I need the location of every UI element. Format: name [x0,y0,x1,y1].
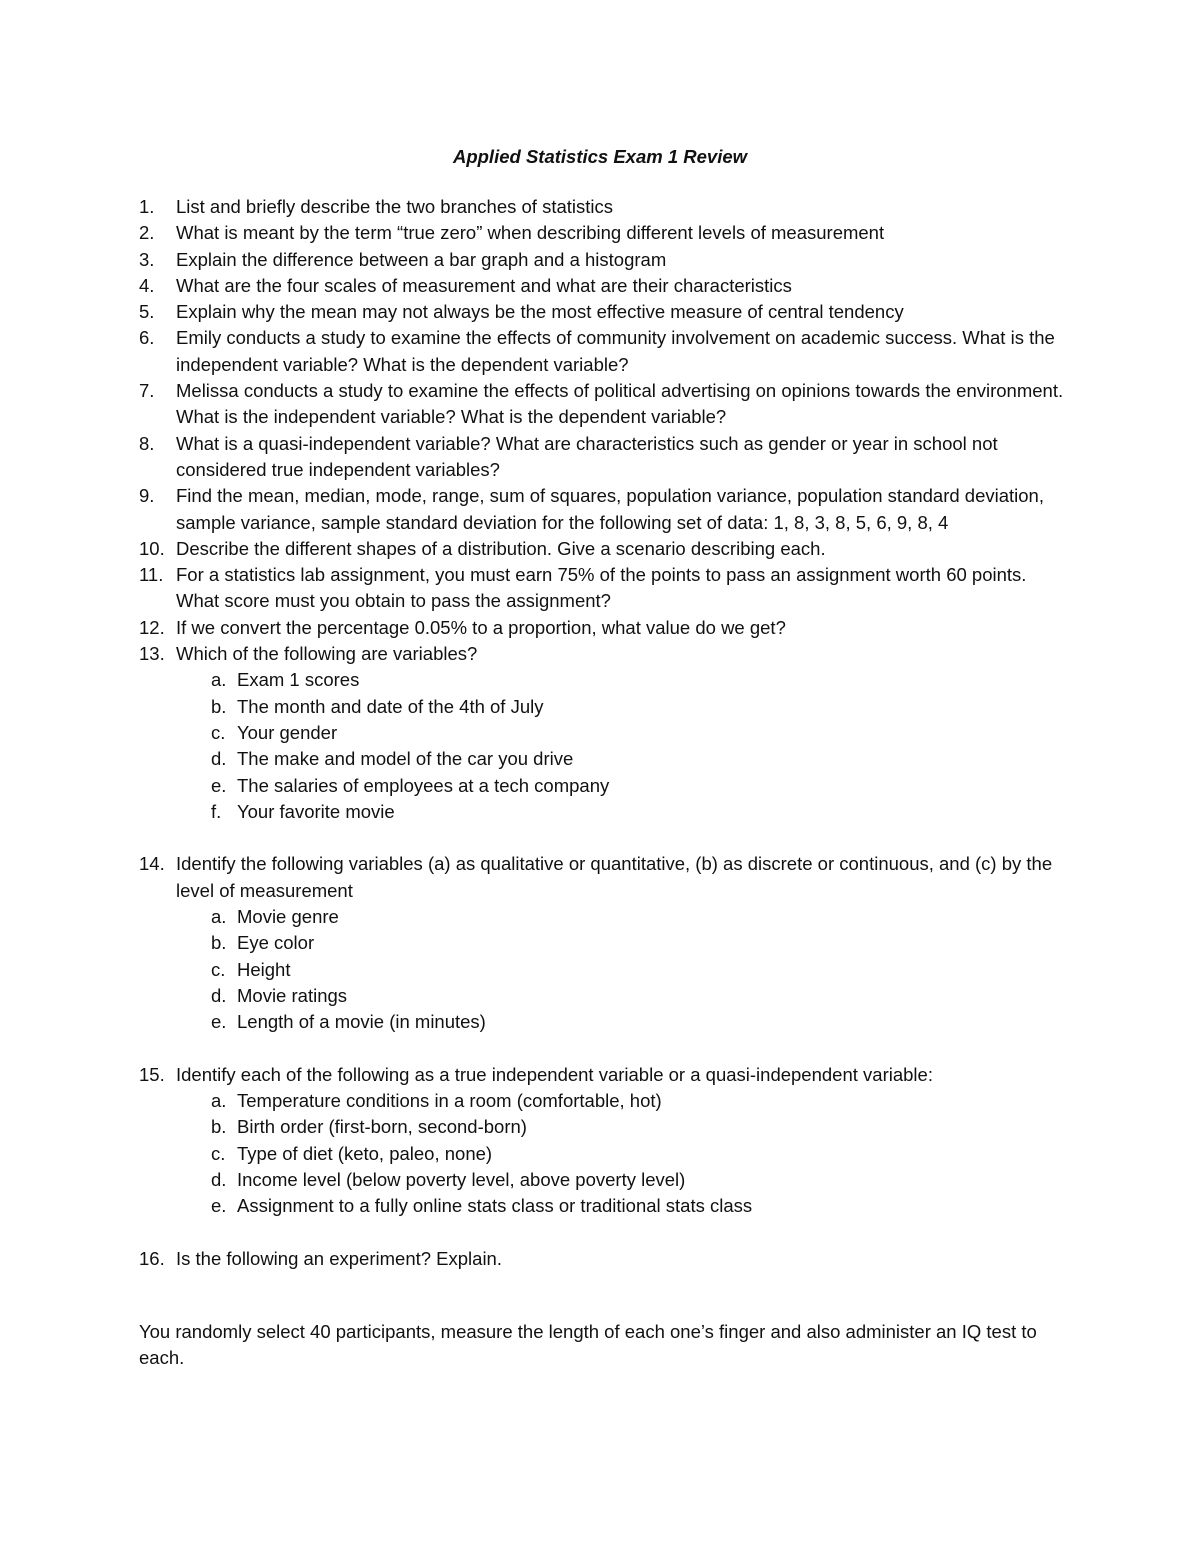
question-text: Melissa conducts a study to examine the effects of political advertising on opinions towards the environment. What is the independent variable? What is the dependent variable? [176,380,1064,428]
question-text: Explain the difference between a bar graph and a histogram [176,248,667,270]
question-list [139,194,1069,1272]
list-item [211,1167,1069,1193]
question-9 [139,483,1069,536]
item-letter: b. [211,932,227,954]
item-text: Type of diet (keto, paleo, none) [237,1142,493,1164]
question-text: Emily conducts a study to examine the effects of community involvement on academic success. What is the independent variable? What is the dependent variable? [176,327,1055,375]
question-15-items [211,1088,1069,1219]
item-letter: f. [211,800,222,822]
item-letter: e. [211,1195,227,1217]
list-item [211,1088,1069,1114]
question-15 [139,1062,1069,1088]
item-letter: a. [211,669,227,691]
question-8 [139,431,1069,484]
item-text: The salaries of employees at a tech company [237,774,610,796]
item-text: Your gender [237,721,338,743]
question-text: Describe the different shapes of a distribution. Give a scenario describing each. [176,537,826,559]
list-item [211,1009,1069,1035]
question-14-items [211,904,1069,1035]
item-text: Eye color [237,932,315,954]
blank-line [139,1220,1069,1246]
question-text: Which of the following are variables? [176,643,478,665]
question-text: If we convert the percentage 0.05% to a proportion, what value do we get? [176,616,786,638]
question-text: What are the four scales of measurement and what are their characteristics [176,274,792,296]
question-text: Identify the following variables (a) as qualitative or quantitative, (b) as discrete or continuous, and (c) by the level of measurement [176,853,1053,901]
question-text: List and briefly describe the two branches of statistics [176,196,614,217]
list-item [211,1114,1069,1140]
question-5 [139,299,1069,325]
question-14 [139,851,1069,904]
question-number: 6. [139,327,155,349]
question-number: 13. [139,643,165,665]
question-3 [139,247,1069,273]
item-letter: a. [211,906,227,928]
item-letter: c. [211,958,226,980]
item-letter: b. [211,1116,227,1138]
question-text: For a statistics lab assignment, you must earn 75% of the points to pass an assignment worth 60 points. What score must you obtain to pass the assignment? [176,564,1027,612]
item-text: Your favorite movie [237,800,395,822]
question-number: 3. [139,248,155,270]
item-letter: c. [211,1142,226,1164]
closing-paragraph: You randomly select 40 participants, measure the length of each one’s finger and also administer an IQ test to each. [139,1321,1037,1369]
list-item [211,720,1069,746]
question-text: What is meant by the term “true zero” when describing different levels of measurement [176,222,885,244]
list-item [211,667,1069,693]
question-1 [139,194,1069,220]
question-number: 14. [139,853,165,875]
question-2 [139,220,1069,246]
list-item [211,1193,1069,1219]
list-item [211,773,1069,799]
item-text: Movie genre [237,906,339,928]
item-letter: d. [211,748,227,770]
item-text: Income level (below poverty level, above poverty level) [237,1168,686,1190]
item-text: The make and model of the car you drive [237,748,574,770]
list-item [211,930,1069,956]
question-text: Is the following an experiment? Explain. [176,1247,502,1269]
item-text: Movie ratings [237,984,348,1006]
list-item [211,1141,1069,1167]
question-6 [139,325,1069,378]
item-text: Birth order (first-born, second-born) [237,1116,527,1138]
blank-line [139,825,1069,851]
question-text: Explain why the mean may not always be the most effective measure of central tendency [176,301,904,323]
item-letter: d. [211,1168,227,1190]
list-item [211,957,1069,983]
item-letter: c. [211,721,226,743]
question-13 [139,641,1069,667]
question-10 [139,536,1069,562]
question-4 [139,273,1069,299]
question-text: Identify each of the following as a true independent variable or a quasi-independent variable: [176,1063,933,1085]
question-number: 2. [139,222,155,244]
question-text: What is a quasi-independent variable? What are characteristics such as gender or year in school not considered true independent variables? [176,432,998,480]
item-letter: d. [211,984,227,1006]
list-item [211,983,1069,1009]
item-text: Temperature conditions in a room (comfortable, hot) [237,1090,662,1112]
question-number: 16. [139,1247,165,1269]
blank-line [139,1036,1069,1062]
question-number: 1. [139,196,155,217]
item-letter: e. [211,1011,227,1033]
question-number: 7. [139,380,155,402]
list-item [211,799,1069,825]
list-item [211,904,1069,930]
question-number: 10. [139,537,165,559]
question-12 [139,615,1069,641]
question-number: 9. [139,485,155,507]
question-number: 8. [139,432,155,454]
item-letter: b. [211,695,227,717]
item-text: Length of a movie (in minutes) [237,1011,486,1033]
item-text: Assignment to a fully online stats class or traditional stats class [237,1195,753,1217]
list-item [211,694,1069,720]
item-letter: e. [211,774,227,796]
item-text: The month and date of the 4th of July [237,695,544,717]
item-text: Height [237,958,291,980]
list-item [211,746,1069,772]
question-text: Find the mean, median, mode, range, sum of squares, population variance, population standard deviation, sample variance, sample standard deviation for the following set of data: 1, 8, 3, 8, 5, 6, 9, 8, 4 [176,485,1044,533]
question-16 [139,1246,1069,1272]
question-7 [139,378,1069,431]
question-number: 11. [139,564,164,586]
question-number: 5. [139,301,155,323]
item-text: Exam 1 scores [237,669,360,691]
question-11 [139,562,1069,615]
page-title: Applied Statistics Exam 1 Review [452,146,748,167]
question-number: 4. [139,274,155,296]
question-13-items [211,667,1069,825]
item-letter: a. [211,1090,227,1112]
question-number: 12. [139,616,165,638]
question-number: 15. [139,1063,165,1085]
